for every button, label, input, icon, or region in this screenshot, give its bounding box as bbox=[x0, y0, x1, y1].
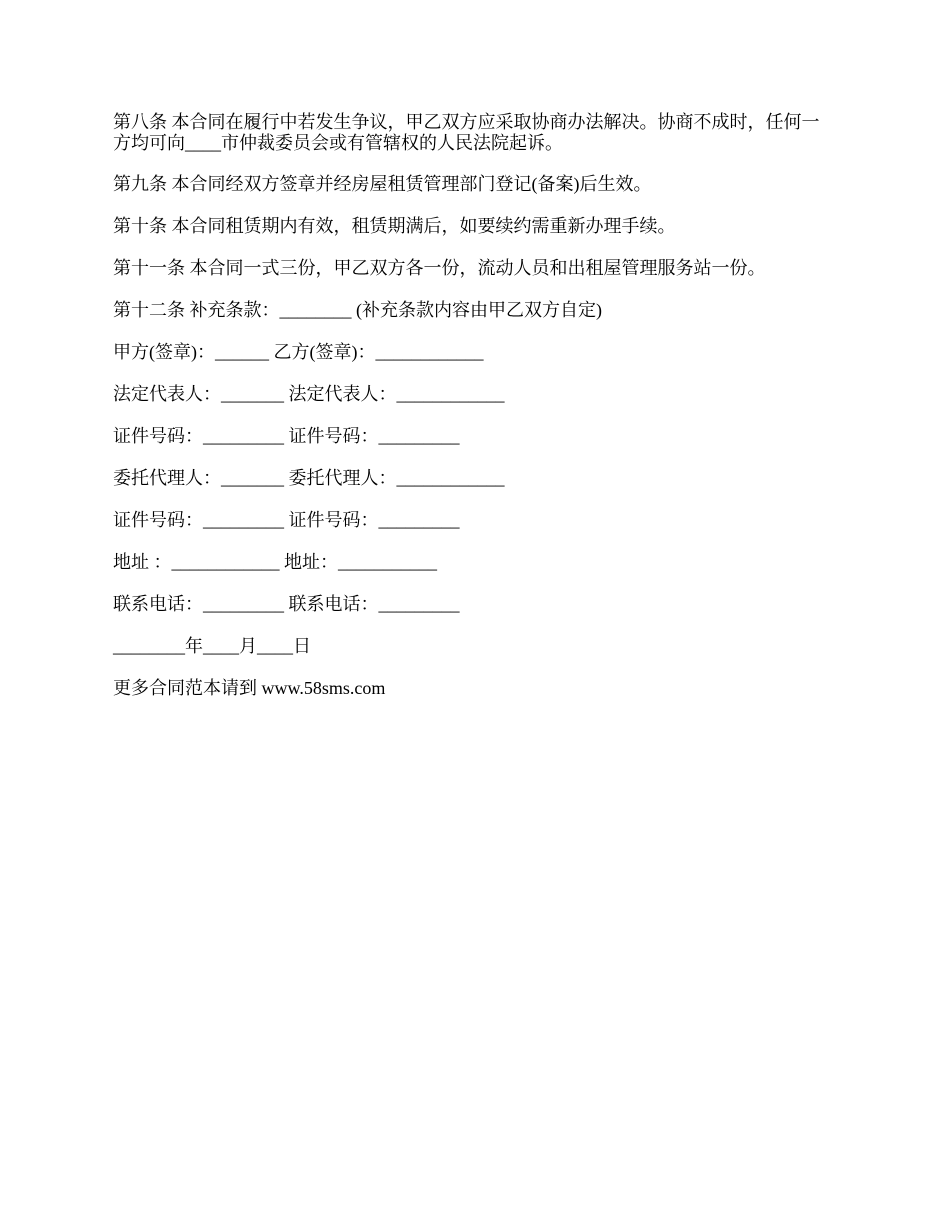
footer-more-templates: 更多合同范本请到 www.58sms.com bbox=[113, 678, 386, 698]
date-line: ________年____月____日 bbox=[113, 636, 311, 656]
party-signature-line: 甲方(签章)：______ 乙方(签章)：____________ bbox=[113, 342, 484, 362]
article-12-supplementary-terms: 第十二条 补充条款：________ (补充条款内容由甲乙双方自定) bbox=[113, 300, 602, 320]
document-page bbox=[113, 112, 833, 720]
legal-representative-line: 法定代表人：_______ 法定代表人：____________ bbox=[113, 384, 505, 404]
phone-line: 联系电话：_________ 联系电话：_________ bbox=[113, 594, 460, 614]
article-8-dispute-resolution: 第八条 本合同在履行中若发生争议，甲乙双方应采取协商办法解决。协商不成时，任何一方均可向____市仲裁委员会或有管辖权的人民法院起诉。 bbox=[113, 112, 820, 153]
article-9-effectiveness: 第九条 本合同经双方签章并经房屋租赁管理部门登记(备案)后生效。 bbox=[113, 174, 652, 194]
article-10-validity-period: 第十条 本合同租赁期内有效，租赁期满后，如要续约需重新办理手续。 bbox=[113, 216, 676, 236]
id-number-line: 证件号码：_________ 证件号码：_________ bbox=[113, 426, 460, 446]
article-11-copies: 第十一条 本合同一式三份，甲乙双方各一份，流动人员和出租屋管理服务站一份。 bbox=[113, 258, 766, 278]
agent-id-number-line: 证件号码：_________ 证件号码：_________ bbox=[113, 510, 460, 530]
authorized-agent-line: 委托代理人：_______ 委托代理人：____________ bbox=[113, 468, 505, 488]
address-line: 地址 ：____________ 地址：___________ bbox=[113, 552, 437, 572]
